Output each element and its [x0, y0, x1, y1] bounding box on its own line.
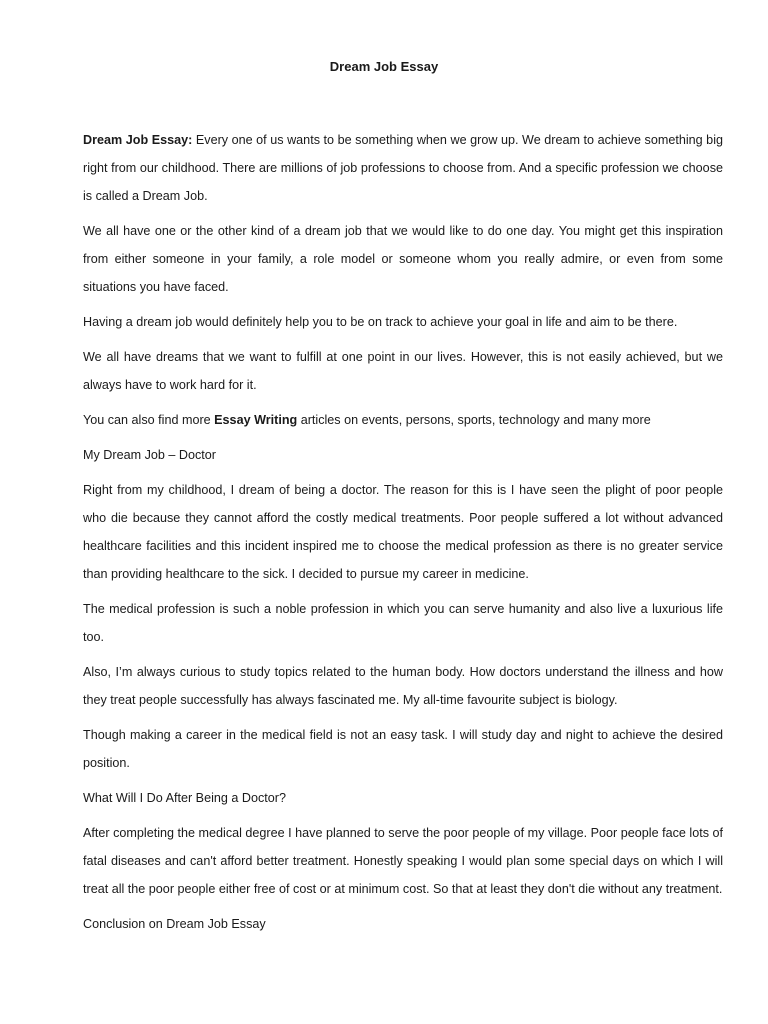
document-body	[83, 126, 723, 945]
intro-paragraph	[83, 126, 723, 210]
paragraph-dreams: We all have dreams that we want to fulfill at one point in our lives. However, this is not easily achieved, but we always have to work hard for it.	[83, 350, 723, 392]
paragraph-serve-poor: After completing the medical degree I have planned to serve the poor people of my village. Poor people face lots of fatal diseases and can't afford better treatment. Honestly speaking I would plan some special days on which I will treat all the poor people either free of cost or at minimum cost. So that at least they don't die without any treatment.	[83, 826, 723, 896]
heading-after-doctor: What Will I Do After Being a Doctor?	[83, 791, 286, 805]
document-title: Dream Job Essay	[329, 59, 439, 74]
paragraph-on-track: Having a dream job would definitely help you to be on track to achieve your goal in life and aim to be there.	[83, 315, 678, 329]
paragraph-more-articles	[83, 406, 723, 434]
heading-dream-job-doctor: My Dream Job – Doctor	[83, 448, 216, 462]
intro-text: Every one of us wants to be something when we grow up. We dream to achieve something big right from our childhood. There are millions of job professions to choose from. And a specific profession we choose is called a Dream Job.	[83, 133, 723, 203]
paragraph-inspiration: We all have one or the other kind of a dream job that we would like to do one day. You might get this inspiration from either someone in your family, a role model or someone whom you really admire, or even from some situations you have faced.	[83, 224, 723, 294]
intro-lead: Dream Job Essay:	[83, 133, 193, 147]
paragraph-career: Though making a career in the medical field is not an easy task. I will study day and night to achieve the desired position.	[83, 728, 723, 770]
essay-writing-link[interactable]: Essay Writing	[214, 413, 298, 427]
heading-conclusion: Conclusion on Dream Job Essay	[83, 917, 266, 931]
paragraph-noble-profession: The medical profession is such a noble profession in which you can serve humanity and also live a luxurious life too.	[83, 602, 723, 644]
paragraph-childhood: Right from my childhood, I dream of being a doctor. The reason for this is I have seen the plight of poor people who die because they cannot afford the costly medical treatments. Poor people suffered a lot without advanced healthcare facilities and this incident inspired me to choose the medical profession as there is no greater service than providing healthcare to the sick. I decided to pursue my career in medicine.	[83, 483, 723, 581]
more-articles-pre: You can also find more	[83, 413, 215, 427]
paragraph-curious: Also, I’m always curious to study topics related to the human body. How doctors understand the illness and how they treat people successfully has always fascinated me. My all-time favourite subject is biology.	[83, 665, 723, 707]
more-articles-post: articles on events, persons, sports, technology and many more	[297, 413, 651, 427]
